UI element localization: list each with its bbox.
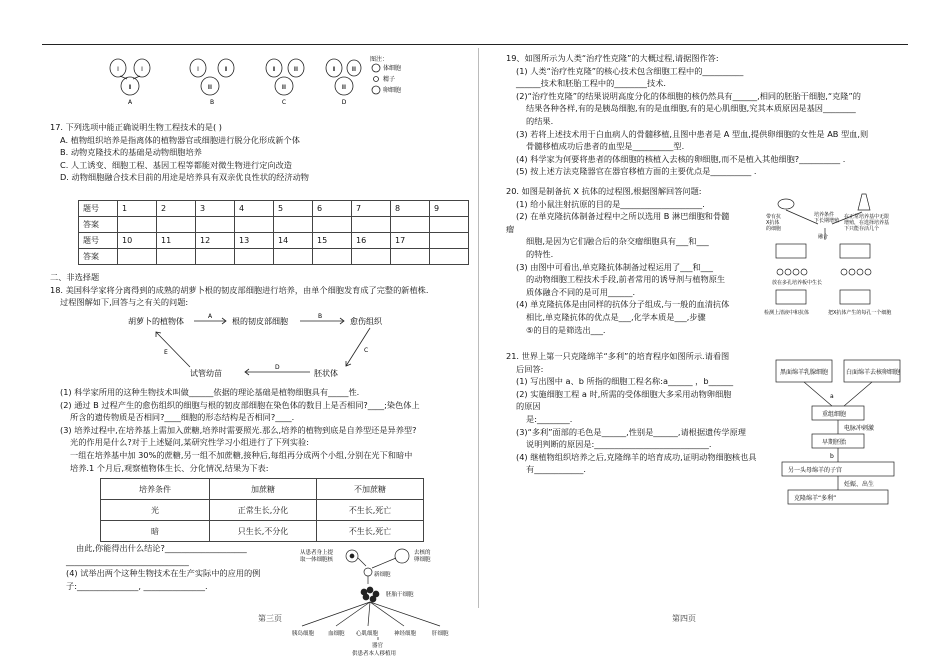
q18-tail: [66, 542, 296, 592]
q18-sub4: (4) 试举出两个这种生物技术在生产实际中的应用的例: [66, 568, 261, 579]
q20-sub: (2) 在单克隆抗体制备过程中之所以选用 B 淋巴细胞和骨髓: [516, 211, 730, 222]
q21-sub: 是:________.: [526, 413, 573, 424]
q18-sub3: (3) 培养过程中,在培养基上需加入蔗糖,培养时需要照光.那么,培养的植物到底是自养型还是异养型?: [60, 424, 417, 435]
svg-text:Ⅱ: Ⅱ: [128, 84, 132, 91]
q21-sub: (2) 实施细胞工程 a 时,所需的受体细胞大多采用动物卵细胞: [516, 388, 732, 399]
table-cell: 6: [313, 201, 352, 217]
diagram-label: 肝细胞: [432, 631, 449, 637]
table-cell: 16: [352, 233, 391, 249]
table-cell: 7: [352, 201, 391, 217]
flow-node: 胡萝卜的植物体: [128, 317, 184, 326]
figure-label: a: [830, 393, 834, 400]
diagram-label: 神经细胞: [394, 631, 417, 637]
figure-label: 把X抗体产生的每孔一个细胞: [828, 310, 892, 316]
table-header-cell: 培养条件: [101, 479, 210, 500]
table-cell: 光: [101, 500, 210, 521]
svg-text:Ⅲ: Ⅲ: [293, 66, 299, 73]
q19-sub: (1) 人类“治疗性克隆”的核心技术包含细胞工程中的__________: [516, 65, 744, 76]
table-cell: 1: [118, 201, 157, 217]
q19-sub: ______技术和胚胎工程中的________技术.: [516, 78, 666, 89]
figure-label: 融合: [818, 234, 829, 240]
table-cell: 暗: [101, 521, 210, 542]
figure-box-text: 白面绵羊去核卵细胞: [846, 369, 901, 376]
figure-label: 妊娠、出生: [844, 481, 875, 488]
cell-figure: [98, 54, 428, 106]
flow-node: 愈伤组织: [350, 317, 382, 326]
legend-item: 卵细胞: [383, 87, 402, 94]
q18-sub3: 一组在培养基中加 30%的蔗糖,另一组不加蔗糖,接种后,每组再分成两个小组,分别在光下和暗中: [70, 449, 413, 460]
q20-sub: 的动物细胞工程技术手段,前者常用的诱导剂与植物原生: [526, 274, 726, 285]
q19-sub: (3) 若将上述技术用于白血病人的骨髓移植,且图中患者是 A 型血,提供卵细胞的女性是 AB 型血,则: [516, 128, 869, 139]
experiment-table: [100, 478, 424, 542]
table-cell: 5: [274, 201, 313, 217]
q19: [506, 52, 906, 178]
svg-text:Ⅲ: Ⅲ: [351, 66, 357, 73]
table-header-cell: 答案: [79, 217, 118, 233]
q20-sub: 相比,单克隆抗体的优点是___,化学本质是___,步骤: [526, 311, 706, 322]
diagram-label: 卵细胞: [414, 557, 431, 563]
table-cell: 不生长,死亡: [317, 521, 424, 542]
fig-label-b: B: [209, 99, 215, 106]
table-cell: 15: [313, 233, 352, 249]
figure-label: 增殖，在选择培养基: [844, 220, 890, 226]
figure-box-text: 黑面绵羊乳腺细胞: [780, 369, 829, 376]
figure-box-text: 另一头母绵羊的子宫: [788, 467, 843, 474]
flow-label: D: [275, 364, 280, 371]
figure-label: 放在多孔培养板中生长: [772, 280, 823, 286]
fig-label-d: D: [341, 99, 347, 106]
q18-intro: [50, 271, 470, 309]
diagram-label: 新细胞: [374, 572, 391, 578]
flow-diagram: [120, 312, 420, 382]
q19-sub: 骨髓移植成功后患者的血型是__________型.: [526, 141, 685, 152]
table-cell: 8: [391, 201, 430, 217]
q18-sub3: 培养.1 个月后,观察植物体生长、分化情况,结果为下表:: [70, 462, 269, 473]
flow-label: A: [208, 313, 213, 320]
table-header-cell: 题号: [79, 233, 118, 249]
section-title: 二、非选择题: [50, 272, 100, 282]
q20-sub: (1) 给小鼠注射抗原的目的是____________________.: [516, 198, 705, 209]
q17-stem: 17. 下列选项中能正确说明生物工程技术的是( ): [50, 122, 222, 132]
diagram-label: 胰岛细胞: [292, 631, 315, 637]
q18-stem: 过程图解如下,回答与之有关的问题:: [60, 297, 189, 308]
figure-label: 下只能存活几个: [844, 226, 880, 232]
q20: [506, 185, 756, 336]
svg-text:Ⅰ: Ⅰ: [117, 66, 119, 73]
figure-box-text: 克隆绵羊“多利”: [794, 495, 837, 502]
diagram-label: 供患者本人移植用: [352, 651, 397, 657]
header-rule: [42, 44, 908, 45]
q17: [50, 121, 470, 184]
svg-text:Ⅰ: Ⅰ: [141, 66, 143, 73]
page-number: 第三页: [258, 614, 282, 623]
q18-stem: 18. 美国科学家将分离得到的成熟的胡萝卜根的韧皮部细胞进行培养，由单个细胞发育成了完整的新植株.: [50, 284, 429, 295]
q19-sub: (5) 按上述方法克隆器官在器官移植方面的主要优点是__________ .: [516, 166, 757, 177]
cloning-diagram: [290, 546, 465, 658]
q18-conclusion: ______________________________: [66, 555, 189, 566]
figure-label: 的细胞: [766, 226, 782, 232]
q21-stem: 21. 世界上第一只克隆绵羊“多利”的培育程序如图所示.请看图: [506, 351, 730, 361]
q21-sub: (3)“多利”面部的毛色是______,性别是______,请根据遗传学原理: [516, 426, 746, 437]
diagram-label: 血细胞: [328, 631, 345, 637]
table-cell: 9: [430, 201, 469, 217]
page-divider: [478, 48, 479, 608]
figure-label: 带有抗: [766, 214, 782, 220]
antibody-figure: [758, 190, 900, 330]
figure-box-text: 重组细胞: [822, 411, 847, 418]
table-cell: 只生长,不分化: [210, 521, 317, 542]
fig-label-c: C: [281, 99, 287, 106]
q21-sub: 的原因: [516, 401, 541, 412]
flow-node: 根的韧皮部细胞: [232, 317, 288, 326]
table-cell: [430, 233, 469, 249]
figure-box-text: 早期胚胎: [822, 439, 847, 446]
q21-sub: 有____________.: [526, 464, 586, 475]
q18-conclusion: 由此,你能得出什么结论?____________________: [76, 543, 247, 553]
q18-sub2: 所含的遗传物质是否相同?____细胞的形态结构是否相同?____.: [70, 412, 295, 423]
figure-label: b: [830, 453, 834, 460]
diagram-label: 取一体细胞核: [300, 557, 334, 563]
flow-node: 胚状体: [314, 369, 338, 378]
q20-sub: 的特性.: [526, 248, 554, 259]
q21-sub: (1) 写出图中 a、b 所指的细胞工程名称:a______ ，b______: [516, 376, 734, 387]
svg-text:Ⅱ: Ⅱ: [224, 66, 228, 73]
q18-subs: [60, 386, 472, 474]
diagram-label: 胚胎干细胞: [386, 592, 414, 598]
table-cell: 不生长,死亡: [317, 500, 424, 521]
q19-sub: 的结果.: [526, 115, 554, 126]
flow-label: B: [318, 313, 323, 320]
svg-text:Ⅲ: Ⅲ: [207, 84, 213, 91]
q19-stem: 19、如图所示为人类“治疗性克隆”的大概过程,请据图作答:: [506, 53, 719, 63]
figure-label: 在正常培养基中无限: [844, 214, 890, 220]
q19-sub: (4) 科学家为何要将患者的体细胞的核植入去核的卵细胞,而不是植入其他细胞?__________ .: [516, 153, 846, 164]
figure-label: X抗体: [766, 220, 780, 226]
table-header-cell: 题号: [79, 201, 118, 217]
table-cell: 10: [118, 233, 157, 249]
q17-option-a: A. 植物组织培养是指离体的植物器官或细胞进行脱分化形成新个体: [60, 134, 300, 145]
legend-item: 体细胞: [383, 65, 402, 72]
table-cell: 2: [157, 201, 196, 217]
q20-sub: (3) 由图中可看出,单克隆抗体制备过程运用了___和___: [516, 261, 713, 272]
flow-label: C: [364, 347, 369, 354]
page-number: 第四页: [672, 614, 696, 623]
svg-text:Ⅱ: Ⅱ: [332, 66, 336, 73]
table-cell: 17: [391, 233, 430, 249]
q18-sub1: (1) 科学家所用的这种生物技术叫做______依据的理论基础是植物细胞具有_____性.: [60, 387, 360, 397]
q21: [506, 350, 776, 476]
diagram-label: 器官: [372, 643, 384, 649]
q19-sub: 结果各种各样,有的是胰岛细胞,有的是血细胞,有的是心肌细胞,究其本质原因是基因________: [526, 103, 856, 114]
fig-label-a: A: [127, 99, 133, 106]
table-cell: 正常生长,分化: [210, 500, 317, 521]
figure-label: 培养条件: [814, 212, 835, 218]
q21-sub: 说明判断的原因是:____________________________.: [526, 439, 712, 450]
q17-option-c: C. 人工诱变、细胞工程、基因工程等都能对微生物进行定向改造: [60, 159, 292, 170]
table-cell: 13: [235, 233, 274, 249]
svg-text:Ⅰ: Ⅰ: [197, 66, 199, 73]
q21-sub: (4) 继植物组织培养之后,克隆绵羊的培育成功,证明动物细胞核也具: [516, 451, 757, 462]
flow-label: E: [164, 349, 168, 356]
diagram-label: 从患者身上提: [300, 550, 334, 556]
q20-sub: 质体融合不同的是可用______.: [526, 286, 636, 297]
legend-item: 精子: [383, 76, 396, 83]
q20-sub: (4) 单克隆抗体是由同样的抗体分子组成,与一般的血清抗体: [516, 299, 730, 310]
table-header-cell: 答案: [79, 249, 118, 265]
q18-sub2: (2) 通过 B 过程产生的愈伤组织的细胞与根的韧皮部细胞在染色体的数目上是否相同?____;染色体上: [60, 399, 420, 410]
q21-stem: 后回答:: [516, 363, 544, 374]
table-header-cell: 不加蔗糖: [317, 479, 424, 500]
svg-text:Ⅲ: Ⅲ: [281, 84, 287, 91]
table-header-cell: 加蔗糖: [210, 479, 317, 500]
figure-label: 电脉冲刺激: [844, 425, 875, 432]
flow-node: 试管幼苗: [190, 369, 222, 378]
legend-title: 图注：: [370, 56, 389, 63]
q20-sub: 细胞,是因为它们融合后的杂交瘤细胞具有___和___: [526, 236, 709, 247]
table-cell: 3: [196, 201, 235, 217]
q20-sub: ⑤的目的是筛选出___.: [526, 324, 606, 335]
svg-text:Ⅱ: Ⅱ: [272, 66, 276, 73]
dolly-figure: [772, 338, 907, 508]
q17-option-b: B. 动物克隆技术的基础是动物细胞培养: [60, 147, 202, 158]
q18-sub4: 子:_______________, _______________.: [66, 580, 208, 591]
svg-text:Ⅲ: Ⅲ: [341, 84, 347, 91]
q19-sub: (2)“治疗性克隆”的结果说明高度分化的体细胞的核仍然具有______,相同的胚胎干细胞,“克隆”的: [516, 90, 861, 101]
figure-label: 检测上清液中和抗体: [764, 310, 810, 316]
figure-label: 下长期增殖: [814, 218, 840, 224]
q20-sub: 瘤: [506, 223, 515, 234]
table-cell: 4: [235, 201, 274, 217]
table-cell: 11: [157, 233, 196, 249]
q18-sub3: 光的作用是什么?对于上述疑问,某研究性学习小组进行了下列实验:: [70, 437, 309, 448]
diagram-label: 心肌细胞: [356, 631, 379, 637]
diagram-label: 去核的: [414, 550, 431, 556]
table-cell: 14: [274, 233, 313, 249]
q20-stem: 20. 如图是制备抗 X 抗体的过程图,根据图解回答问题:: [506, 186, 702, 196]
answer-table: [78, 200, 469, 265]
table-cell: 12: [196, 233, 235, 249]
q17-option-d: D. 动物细胞融合技术目前的用途是培养具有双亲优良性状的经济动物: [60, 172, 309, 183]
